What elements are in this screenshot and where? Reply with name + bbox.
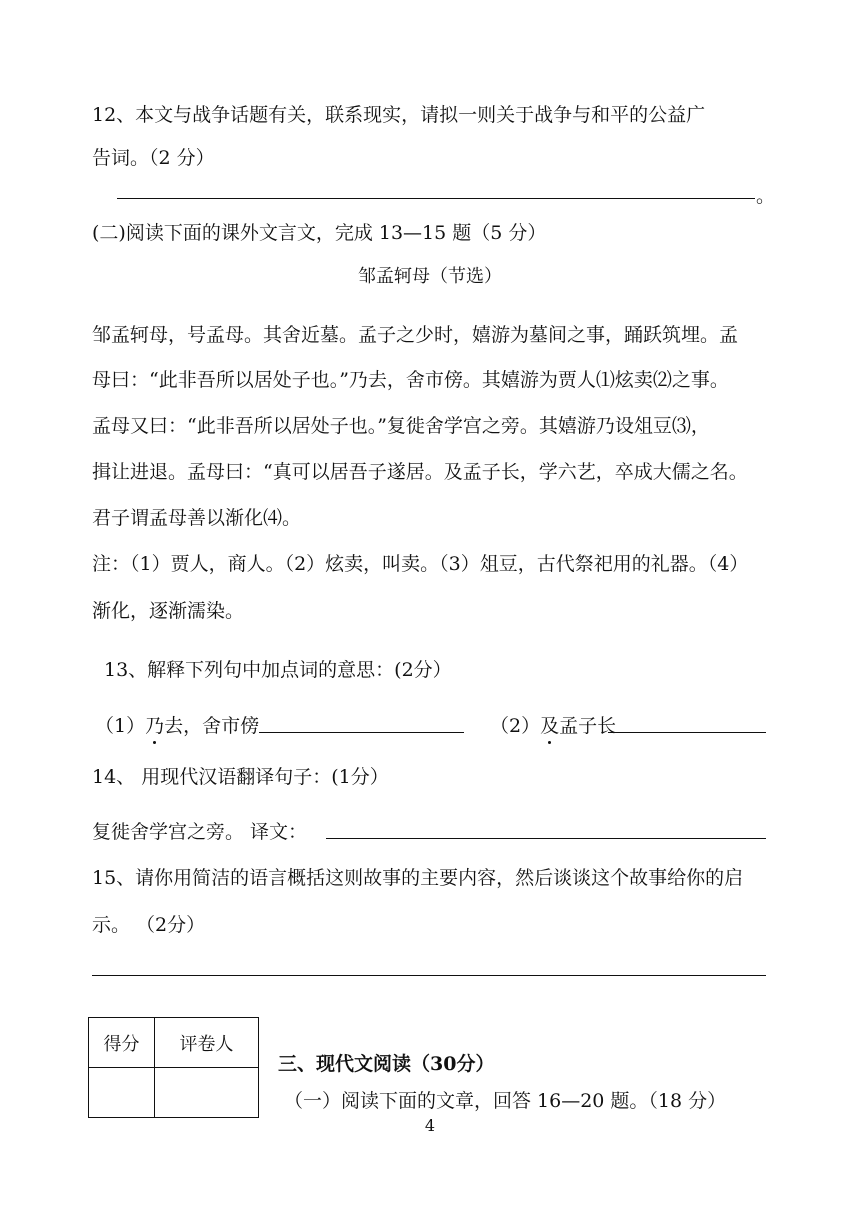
dotted-word: 乃	[145, 711, 164, 738]
section3-subheading: （一）阅读下面的文章，回答 16—20 题。（18 分）	[284, 1090, 727, 1112]
q13-item-2	[490, 711, 616, 738]
q14-answer-line[interactable]	[326, 838, 766, 839]
score-header: 得分	[89, 1018, 155, 1068]
section2-heading: (二)阅读下面的课外文言文，完成 13—15 题（5 分）	[92, 222, 547, 244]
q13-item-1-text: 去，舍市傍	[164, 715, 260, 737]
grader-cell[interactable]	[155, 1068, 259, 1118]
q15-answer-line[interactable]	[92, 975, 766, 976]
passage-line: 君子谓孟母善以渐化⑷。	[92, 507, 302, 529]
q13-item-2-prefix: （2）	[490, 715, 541, 737]
score-cell[interactable]	[89, 1068, 155, 1118]
q15-line-2: 示。 （2分）	[92, 914, 206, 936]
section3-heading: 三、现代文阅读（30分）	[278, 1053, 495, 1075]
q13-answer-line-2[interactable]	[608, 732, 766, 733]
q12-line-2: 告词。（2 分）	[92, 147, 215, 169]
passage-line: 孟母又曰：“此非吾所以居处子也。”复徙舍学宫之旁。其嬉游乃设俎豆⑶，	[92, 415, 710, 437]
q12-answer-line[interactable]	[117, 198, 755, 199]
q13-item-1	[95, 711, 259, 738]
score-table	[88, 1017, 259, 1118]
dotted-word: 及	[540, 711, 559, 738]
q13-prompt: 13、解释下列句中加点词的意思：(2分）	[104, 659, 452, 681]
q12-end-mark: 。	[756, 185, 776, 207]
q15-line-1: 15、请你用简洁的语言概括这则故事的主要内容，然后谈谈这个故事给你的启	[92, 867, 744, 889]
passage-line: 邹孟轲母，号孟母。其舍近墓。孟子之少时，嬉游为墓间之事，踊跃筑埋。孟	[92, 324, 739, 346]
q14-sentence: 复徙舍学宫之旁。 译文：	[92, 821, 308, 843]
q13-item-2-text: 孟子长	[559, 715, 617, 737]
q13-item-1-prefix: （1）	[95, 715, 146, 737]
q13-answer-line-1[interactable]	[259, 732, 464, 733]
note-line: 渐化，逐渐濡染。	[92, 600, 245, 622]
passage-title: 邹孟轲母（节选）	[358, 266, 502, 287]
page-number: 4	[424, 1116, 436, 1135]
q12-line-1: 12、本文与战争话题有关，联系现实，请拟一则关于战争与和平的公益广	[92, 104, 706, 126]
grader-header: 评卷人	[155, 1018, 259, 1068]
passage-line: 母曰：“此非吾所以居处子也。”乃去，舍市傍。其嬉游为贾人⑴炫卖⑵之事。	[92, 369, 729, 391]
note-line: 注：（1）贾人，商人。（2）炫卖，叫卖。（3）俎豆，古代祭祀用的礼器。（4）	[92, 553, 749, 575]
q14-prompt: 14、 用现代汉语翻译句子：(1分）	[92, 766, 389, 788]
passage-line: 揖让进退。孟母曰：“真可以居吾子遂居。及孟子长，学六艺，卒成大儒之名。	[92, 461, 748, 483]
